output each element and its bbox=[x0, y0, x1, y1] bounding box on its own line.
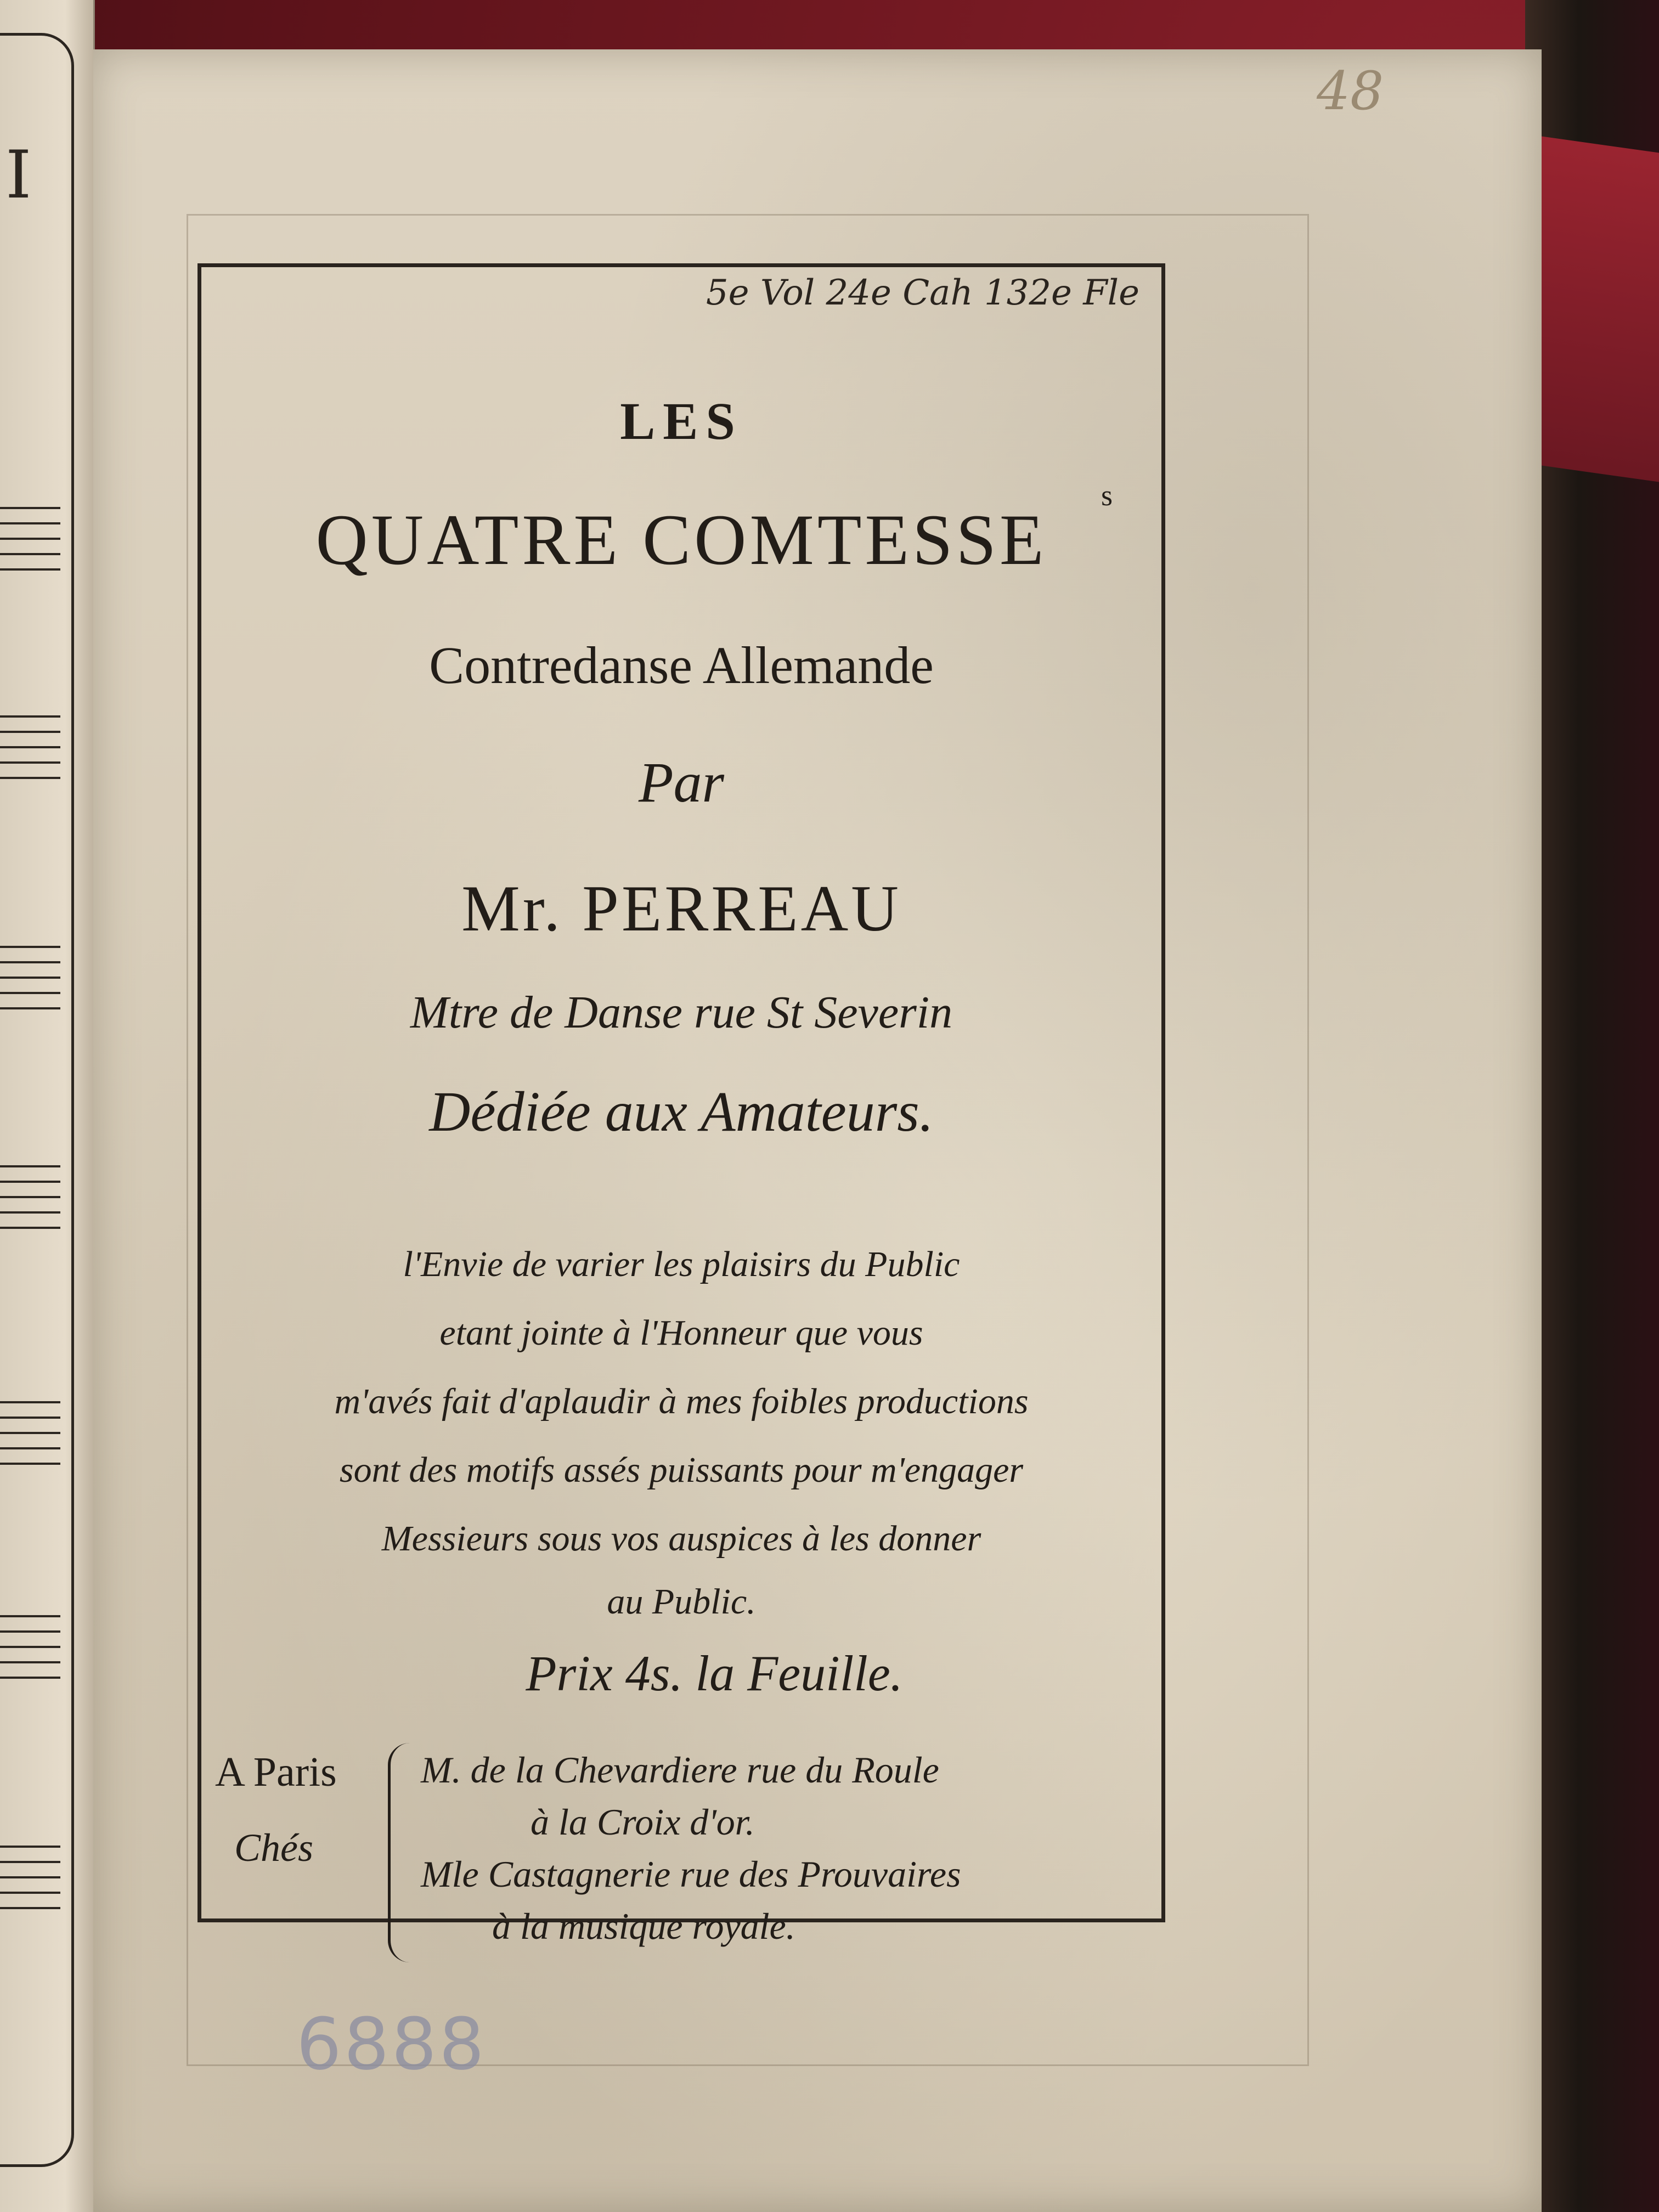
music-staff bbox=[0, 1152, 60, 1234]
seller-line: M. de la Chevardiere rue du Roule bbox=[421, 1749, 939, 1791]
catalog-reference: 5e Vol 24e Cah 132e Fle bbox=[706, 273, 1139, 313]
music-staff bbox=[0, 494, 60, 576]
left-page-roman-numeral: I bbox=[5, 137, 32, 213]
folio-number: 48 bbox=[1317, 60, 1384, 122]
music-staff bbox=[0, 933, 60, 1015]
title-main: QUATRE COMTESSE bbox=[315, 499, 1047, 580]
title-article: LES bbox=[620, 392, 743, 450]
preface-line: m'avés fait d'aplaudir à mes foibles productions bbox=[334, 1381, 1029, 1421]
imprint-place: A Paris bbox=[215, 1749, 337, 1795]
music-staff bbox=[0, 702, 60, 785]
seller-line: Mle Castagnerie rue des Prouvaires bbox=[421, 1853, 961, 1895]
preface-line: Messieurs sous vos auspices à les donner bbox=[381, 1519, 981, 1559]
preface-line: au Public. bbox=[607, 1582, 756, 1622]
preface-line: l'Envie de varier les plaisirs du Public bbox=[403, 1244, 960, 1284]
by-line: Par bbox=[639, 751, 724, 814]
music-staff bbox=[0, 1602, 60, 1684]
preface-line: etant jointe à l'Honneur que vous bbox=[439, 1313, 923, 1353]
author-name: Mr. PERREAU bbox=[461, 872, 901, 945]
title-page bbox=[93, 49, 1542, 2212]
seller-line: à la musique royale. bbox=[492, 1905, 795, 1947]
shelf-mark-stamp: 6888 bbox=[296, 2002, 487, 2086]
title-superscript: s bbox=[1101, 479, 1113, 512]
imprint-ches: Chés bbox=[234, 1826, 313, 1870]
dedication: Dédiée aux Amateurs. bbox=[429, 1080, 934, 1143]
seller-line: à la Croix d'or. bbox=[531, 1801, 755, 1843]
left-page-edge bbox=[0, 0, 95, 2212]
preface-line: sont des motifs assés puissants pour m'engager bbox=[339, 1450, 1024, 1490]
subtitle: Contredanse Allemande bbox=[429, 636, 934, 695]
price: Prix 4s. la Feuille. bbox=[526, 1645, 903, 1701]
title-frame bbox=[198, 263, 1165, 1947]
author-address: Mtre de Danse rue St Severin bbox=[410, 987, 953, 1038]
imprint-brace bbox=[388, 1743, 413, 1962]
music-staff bbox=[0, 1832, 60, 1915]
music-staff bbox=[0, 1388, 60, 1470]
